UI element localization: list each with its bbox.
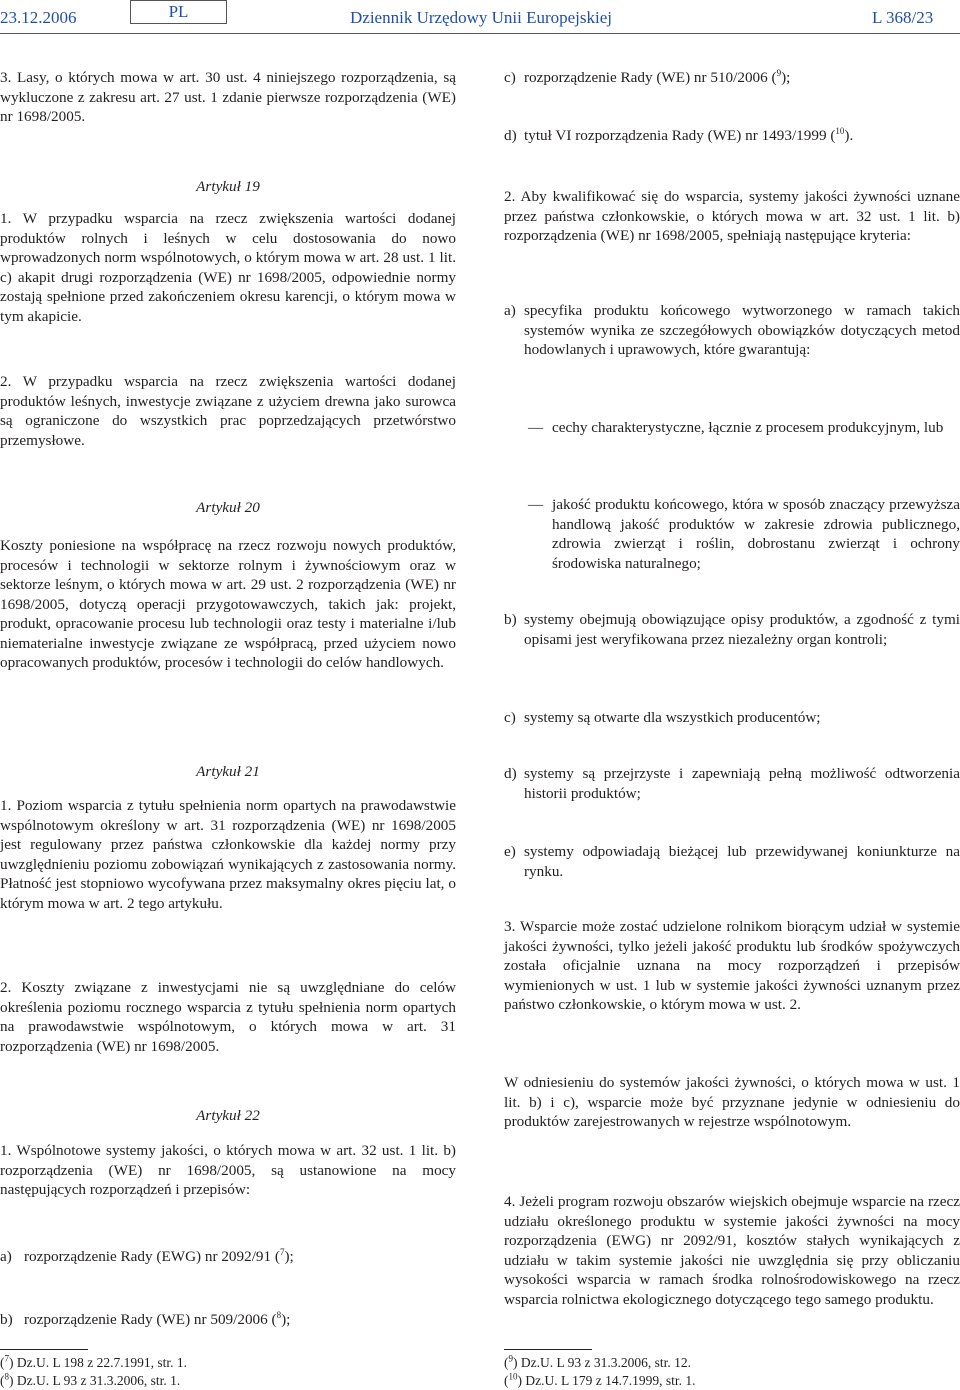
list-label: c) xyxy=(504,69,516,86)
list-label: b) xyxy=(0,1311,13,1328)
article-22-paragraph-2: 2. Aby kwalifikować się do wsparcia, systemy jakości żywności uznane przez państwa członkowskie, o których mowa w art. 32 ust. 1 lit. b) rozporządzenia (WE) nr 1698/2005, spełniają następujące kryteria: xyxy=(504,188,960,244)
footnote-rule xyxy=(504,1349,592,1350)
footnote-ref: 8 xyxy=(276,1309,282,1320)
header-date: 23.12.2006 xyxy=(0,8,77,27)
list-text: rozporządzenie Rady (EWG) nr 2092/91 ( xyxy=(24,1248,280,1265)
footnote-text: Dz.U. L 93 z 31.3.2006, str. 12. xyxy=(520,1355,691,1370)
page-reference: L 368/23 xyxy=(872,8,934,27)
journal-title: Dziennik Urzędowy Unii Europejskiej xyxy=(350,8,613,27)
article-22-paragraph-1: 1. Wspólnotowe systemy jakości, o których mowa w art. 32 ust. 1 lit. b) rozporządzenia (WE) nr 1698/2005, są ustanowione na mocy następujących rozporządzeń i przepisów: xyxy=(0,1142,456,1198)
article-19-heading: Artykuł 19 xyxy=(196,178,260,195)
footnote-rule xyxy=(0,1349,88,1350)
article-22-paragraph-3: 3. Wsparcie może zostać udzielone rolnikom biorącym udział w systemie jakości żywności, tylko jeżeli jakość produktu lub środków spożywczych została oficjalnie uznana na mocy rozporządzeń i przepisów wymienionych w ust. 1 lub w systemie jakości żywności uznanym przez państwo członkowskie, o którym mowa w ust. 2. xyxy=(504,918,960,1013)
list-text: cechy charakterystyczne, łącznie z procesem produkcyjnym, lub xyxy=(552,419,944,436)
list-text: rozporządzenie Rady (WE) nr 509/2006 ( xyxy=(24,1311,277,1328)
list-label: a) xyxy=(504,302,516,319)
article-21-heading: Artykuł 21 xyxy=(196,763,260,780)
list-text: rozporządzenie Rady (WE) nr 510/2006 ( xyxy=(524,69,777,86)
dash-marker: — xyxy=(528,419,544,436)
criterion-e xyxy=(504,842,960,882)
list-text: systemy są otwarte dla wszystkich producentów; xyxy=(524,709,821,726)
list-text: systemy obejmują obowiązujące opisy produktów, a zgodność z tymi opisami jest weryfikowana przez niezależny organ kontroli; xyxy=(524,611,960,648)
list-label: d) xyxy=(504,127,517,144)
article-22-paragraph-4: 4. Jeżeli program rozwoju obszarów wiejskich obejmuje wsparcie na rzecz udziału określonego produktu w systemie jakości żywności na mocy rozporządzenia (EWG) nr 2092/91, kosztów stałych wynikających z udziału w takim systemie jakości nie uwzględnia się przy obliczaniu wysokości wsparcia w ramach środka rolnośrodowiskowego na rzecz wsparcia rolnictwa ekologicznego dotyczącego tego samego produktu. xyxy=(504,1193,960,1308)
list-text: systemy odpowiadają bieżącej lub przewidywanej koniunkturze na rynku. xyxy=(524,843,960,880)
footnote-number: 9 xyxy=(508,1353,513,1364)
footnote-text: Dz.U. L 198 z 22.7.1991, str. 1. xyxy=(16,1355,187,1370)
footnote-10: ($^{10}$) Dz.U. L 179 z 14.7.1999, str. 1. xyxy=(504,1371,696,1388)
article-21-paragraph-2: 2. Koszty związane z inwestycjami nie są uwzględniane do celów określenia poziomu rocznego wsparcia z tytułu spełnienia norm opartych na prawodawstwie wspólnotowym, o których mowa w art. 31 rozporządzenia (WE) nr 1698/2005. xyxy=(0,979,456,1055)
list-text: tytuł VI rozporządzenia Rady (WE) nr 1493/1999 ( xyxy=(524,127,836,144)
list-text: specyfika produktu końcowego wytworzonego w ramach takich systemów wynika ze szczegółowych obowiązków dotyczących metod hodowlanych i uprawowych, które gwarantują: xyxy=(524,302,960,358)
list-item-b: b) rozporządzenie Rady (WE) nr 509/2006 ($^8$); xyxy=(0,1309,291,1328)
footnote-ref: 10 xyxy=(835,125,845,136)
footnote-number: 7 xyxy=(4,1353,9,1364)
footnote-number: 10 xyxy=(508,1371,518,1382)
article-19-paragraph-1: 1. W przypadku wsparcia na rzecz zwiększenia wartości dodanej produktów rolnych i leśnych w celu dostosowania do nowo wprowadzonych norm wspólnotowych, o którym mowa w art. 28 ust. 1 lit. c) akapit drugi rozporządzenia (WE) nr 1698/2005, odpowiednie normy zostają spełnione przed zakończeniem okresu karencji, o którym mowa w tym akapicie. xyxy=(0,210,456,325)
footnote-8: ($^8$) Dz.U. L 93 z 31.3.2006, str. 1. xyxy=(0,1371,181,1388)
article-22-heading: Artykuł 22 xyxy=(196,1107,260,1124)
article-20-heading: Artykuł 20 xyxy=(196,499,260,516)
article-22-paragraph-3-subparagraph: W odniesieniu do systemów jakości żywności, o których mowa w ust. 1 lit. b) i c), wsparcie może być przyznane jedynie w odniesieniu do produktów zarejestrowanych w rejestrze wspólnotowym. xyxy=(504,1074,960,1130)
criterion-d xyxy=(504,764,960,804)
language-label: PL xyxy=(168,2,189,21)
list-label: e) xyxy=(504,843,516,860)
footnote-ref: 9 xyxy=(776,67,782,78)
paragraph-3-forests: 3. Lasy, o których mowa w art. 30 ust. 4 niniejszego rozporządzenia, są wykluczone z zakresu art. 27 ust. 1 zdanie pierwsze rozporządzenia (WE) nr 1698/2005. xyxy=(0,69,456,125)
footnote-text: Dz.U. L 93 z 31.3.2006, str. 1. xyxy=(16,1373,181,1388)
footnote-9: ($^9$) Dz.U. L 93 z 31.3.2006, str. 12. xyxy=(504,1353,691,1370)
list-item-c: c) rozporządzenie Rady (WE) nr 510/2006 ($^9$); xyxy=(504,67,791,86)
criterion-a-dash-2 xyxy=(528,495,960,575)
footnote-text: Dz.U. L 179 z 14.7.1999, str. 1. xyxy=(525,1373,696,1388)
page-header xyxy=(0,0,960,34)
list-label: b) xyxy=(504,611,517,628)
list-label: c) xyxy=(504,709,516,726)
language-badge xyxy=(130,0,227,24)
list-item-d: d) tytuł VI rozporządzenia Rady (WE) nr 1493/1999 ($^{10}$). xyxy=(504,125,854,144)
article-19-paragraph-2: 2. W przypadku wsparcia na rzecz zwiększenia wartości dodanej produktów leśnych, inwestycje związane z użyciem drewna jako surowca są ograniczone do wszystkich prac poprzedzających przetwórstwo przemysłowe. xyxy=(0,373,456,449)
article-20-paragraph: Koszty poniesione na współpracę na rzecz rozwoju nowych produktów, procesów i technologii w sektorze rolnym i żywnościowym oraz w sektorze leśnym, o których mowa w art. 29 ust. 2 rozporządzenia (WE) nr 1698/2005, dotyczą operacji przygotowawczych, takich jak: projekt, produkt, opracowanie procesu lub technologii oraz testy i materialne i/lub niematerialne inwestycje związane ze współpracą, przed użyciem nowo opracowanych produktów, procesów i technologii do celów handlowych. xyxy=(0,537,456,671)
criterion-b xyxy=(504,610,960,670)
dash-marker: — xyxy=(528,496,544,513)
footnote-7: ($^7$) Dz.U. L 198 z 22.7.1991, str. 1. xyxy=(0,1353,187,1370)
list-label: a) xyxy=(0,1248,12,1265)
list-text: jakość produktu końcowego, która w sposób znaczący przewyższa handlową jakość produktów w zakresie zdrowia publicznego, zdrowia zwierząt i roślin, dobrostanu zwierząt i ochrony środowiska naturalnego; xyxy=(552,496,960,572)
header-rule xyxy=(0,33,960,34)
footnote-ref: 7 xyxy=(279,1246,285,1257)
list-item-a: a) rozporządzenie Rady (EWG) nr 2092/91 ($^7$); xyxy=(0,1246,294,1265)
criterion-c xyxy=(504,708,960,728)
list-label: d) xyxy=(504,765,517,782)
footnote-number: 8 xyxy=(4,1371,9,1382)
criterion-a-dash-1 xyxy=(528,418,960,458)
list-text: systemy są przejrzyste i zapewniają pełną możliwość odtworzenia historii produktów; xyxy=(524,765,960,802)
criterion-a xyxy=(504,301,960,381)
article-21-paragraph-1: 1. Poziom wsparcia z tytułu spełnienia norm opartych na prawodawstwie wspólnotowym określony w art. 31 rozporządzenia (WE) nr 1698/2005 jest regulowany przez państwa członkowskie dla każdej normy przy uwzględnieniu poziomu zobowiązań wynikających z zastosowania normy. Płatność jest stopniowo wycofywana przez maksymalny okres pięciu lat, o którym mowa w art. 2 tego artykułu. xyxy=(0,797,456,912)
